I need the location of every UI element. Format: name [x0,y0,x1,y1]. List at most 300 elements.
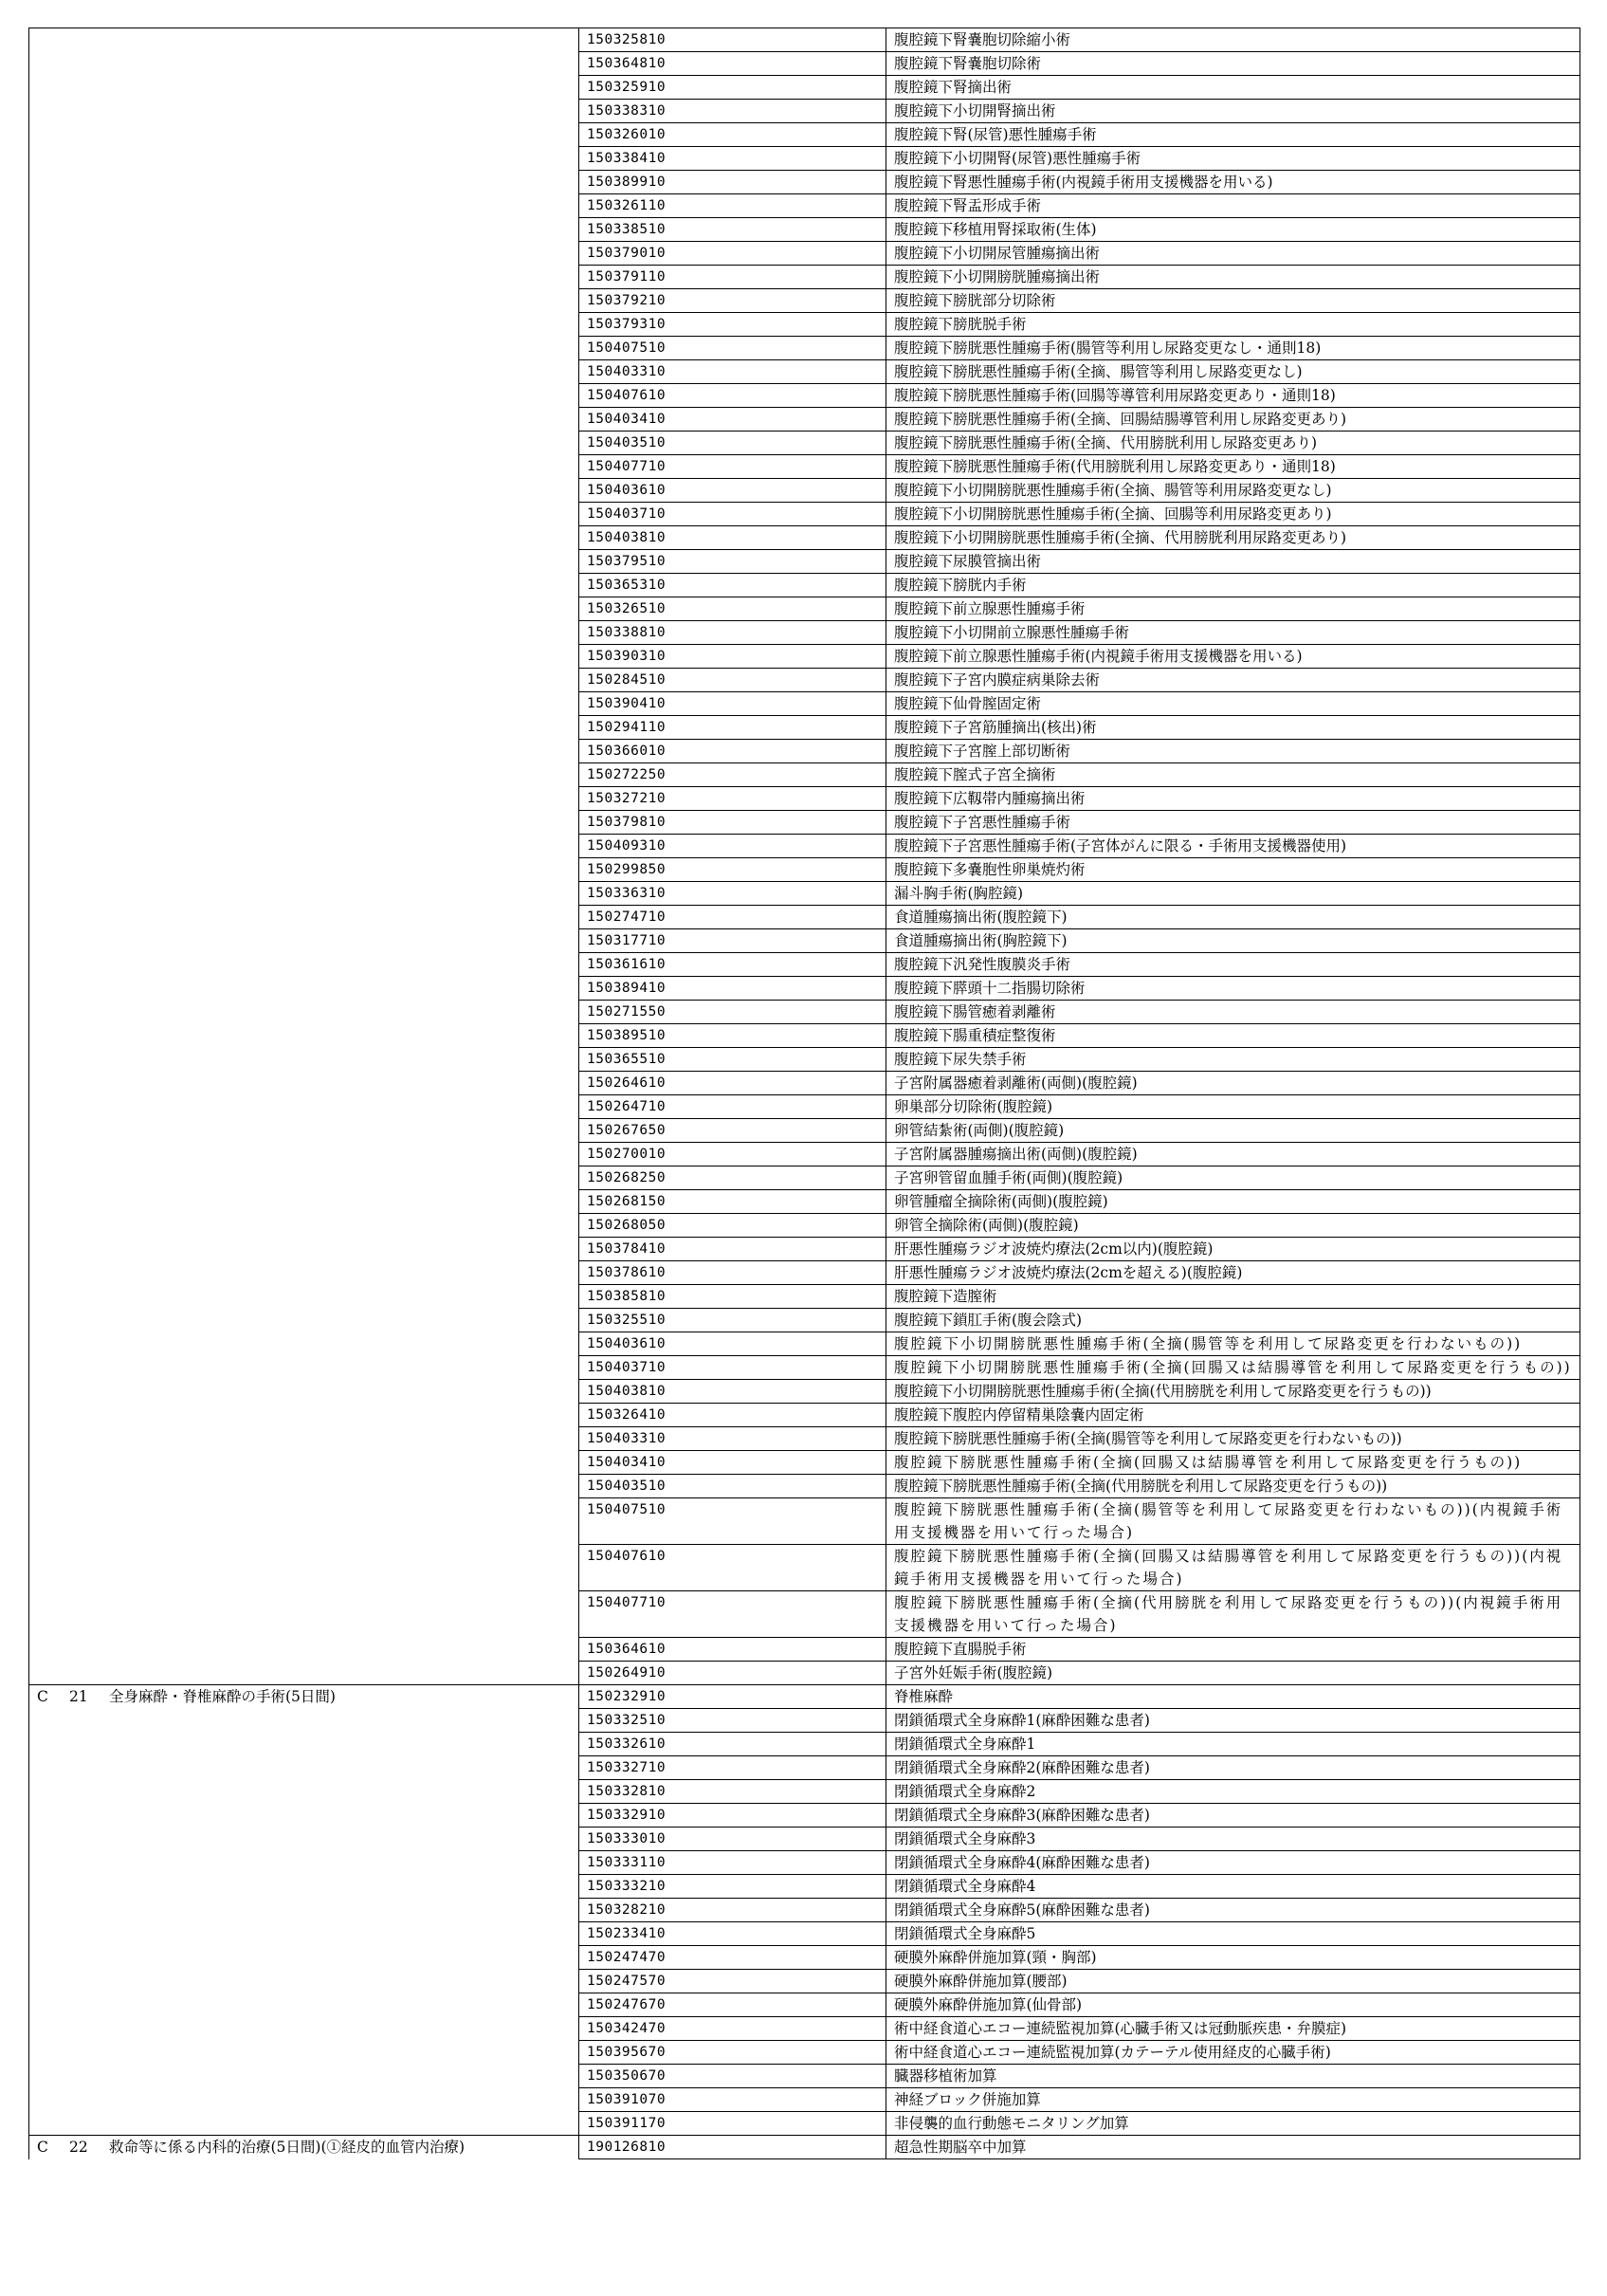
table-row [29,858,1580,882]
table-row [29,953,1580,977]
procedure-name: 腹腔鏡下腹腔内停留精巣陰嚢内固定術 [886,1404,1580,1427]
table-row [29,123,1580,147]
procedure-name: 食道腫瘍摘出術(腹腔鏡下) [886,906,1580,929]
category-cell [29,432,579,455]
table-row [29,432,1580,455]
procedure-name: 腹腔鏡下子宮悪性腫瘍手術(子宮体がんに限る・手術用支援機器使用) [886,835,1580,858]
category-cell [29,384,579,408]
procedure-code: 150407510 [579,1498,886,1545]
procedure-name: 硬膜外麻酔併施加算(仙骨部) [886,1993,1580,2017]
table-row [29,1475,1580,1498]
procedure-code: 150403310 [579,360,886,384]
procedure-code: 150267650 [579,1119,886,1143]
category-cell [29,811,579,835]
procedure-code: 150326410 [579,1404,886,1427]
procedure-name: 卵管腫瘤全摘除術(両側)(腹腔鏡) [886,1190,1580,1214]
procedure-code: 150407610 [579,384,886,408]
table-row [29,1404,1580,1427]
procedure-name: 腹腔鏡下膀胱悪性腫瘍手術(全摘(代用膀胱を利用して尿路変更を行うもの))(内視鏡手術用支援機器を用いて行った場合) [886,1591,1580,1638]
table-row [29,811,1580,835]
category-cell [29,123,579,147]
table-row [29,1851,1580,1875]
table-row [29,1166,1580,1190]
procedure-code: 150391070 [579,2088,886,2112]
procedure-name: 腹腔鏡下膀胱悪性腫瘍手術(全摘、回腸結腸導管利用し尿路変更あり) [886,408,1580,432]
procedure-name: 閉鎖循環式全身麻酔5 [886,1922,1580,1946]
procedure-code: 150270010 [579,1143,886,1166]
category-cell [29,1143,579,1166]
table-row [29,1545,1580,1591]
procedure-name: 腹腔鏡下腎摘出術 [886,76,1580,100]
category-cell [29,147,579,171]
category-cell [29,1427,579,1451]
category-cell [29,1993,579,2017]
procedure-code: 150409310 [579,835,886,858]
category-cell [29,526,579,550]
table-row [29,1119,1580,1143]
procedure-code: 150407710 [579,455,886,479]
procedure-name: 腹腔鏡下腎嚢胞切除縮小術 [886,28,1580,52]
category-cell [29,787,579,811]
category-cell [29,1591,579,1638]
procedure-name: 超急性期脳卒中加算 [886,2136,1580,2159]
category-cell [29,1545,579,1591]
table-row [29,360,1580,384]
procedure-name: 腹腔鏡下膣式子宮全摘術 [886,763,1580,787]
table-row [29,550,1580,574]
table-row [29,1380,1580,1404]
category-cell [29,1638,579,1662]
procedure-code-table-body [29,28,1580,2159]
category-cell [29,52,579,76]
procedure-code: 150403410 [579,408,886,432]
procedure-code: 150379210 [579,289,886,313]
table-row [29,1946,1580,1970]
procedure-code: 150403810 [579,1380,886,1404]
table-row [29,218,1580,242]
table-row [29,1048,1580,1072]
table-row [29,1709,1580,1733]
category-id: C [37,1688,48,1705]
procedure-name: 漏斗胸手術(胸腔鏡) [886,882,1580,906]
category-cell [29,76,579,100]
procedure-name: 非侵襲的血行動態モニタリング加算 [886,2112,1580,2136]
table-row [29,526,1580,550]
table-row [29,2112,1580,2136]
procedure-name: 術中経食道心エコー連続監視加算(カテーテル使用経皮的心臓手術) [886,2041,1580,2065]
category-cell [29,1285,579,1309]
procedure-code: 150274710 [579,906,886,929]
category-cell [29,1804,579,1828]
category-cell [29,2088,579,2112]
procedure-code: 150389910 [579,171,886,194]
procedure-name: 硬膜外麻酔併施加算(頸・胸部) [886,1946,1580,1970]
category-cell [29,645,579,669]
table-row [29,147,1580,171]
category-cell [29,1048,579,1072]
procedure-name: 卵巣部分切除術(腹腔鏡) [886,1095,1580,1119]
category-cell [29,1922,579,1946]
procedure-code: 150365310 [579,574,886,597]
table-row [29,76,1580,100]
procedure-name: 腹腔鏡下膀胱悪性腫瘍手術(全摘(代用膀胱を利用して尿路変更を行うもの)) [886,1475,1580,1498]
procedure-code: 150247470 [579,1946,886,1970]
table-row [29,1190,1580,1214]
procedure-code: 150361610 [579,953,886,977]
procedure-name: 腹腔鏡下尿膜管摘出術 [886,550,1580,574]
category-cell [29,906,579,929]
procedure-code: 150338810 [579,621,886,645]
procedure-code: 150379110 [579,266,886,289]
procedure-name: 閉鎖循環式全身麻酔2 [886,1780,1580,1804]
procedure-code: 150326110 [579,194,886,218]
procedure-code: 150268050 [579,1214,886,1238]
table-row [29,313,1580,337]
procedure-name: 卵管全摘除術(両側)(腹腔鏡) [886,1214,1580,1238]
table-row [29,479,1580,503]
procedure-name: 硬膜外麻酔併施加算(腰部) [886,1970,1580,1993]
procedure-code: 150395670 [579,2041,886,2065]
table-row [29,100,1580,123]
category-cell [29,716,579,740]
category-number: 21 [69,1688,88,1705]
table-row [29,1427,1580,1451]
procedure-name: 腹腔鏡下仙骨膣固定術 [886,692,1580,716]
category-cell [29,1356,579,1380]
table-row [29,1828,1580,1851]
procedure-code: 150332510 [579,1709,886,1733]
procedure-code: 190126810 [579,2136,886,2159]
procedure-code: 150391170 [579,2112,886,2136]
procedure-code: 150379310 [579,313,886,337]
procedure-name: 腹腔鏡下膀胱悪性腫瘍手術(全摘、腸管等利用し尿路変更なし) [886,360,1580,384]
category-cell [29,1451,579,1475]
table-row [29,242,1580,266]
category-cell [29,2112,579,2136]
procedure-code: 150326010 [579,123,886,147]
procedure-code: 150403710 [579,1356,886,1380]
procedure-code: 150271550 [579,1001,886,1024]
category-cell [29,479,579,503]
procedure-code: 150403410 [579,1451,886,1475]
procedure-name: 閉鎖循環式全身麻酔1(麻酔困難な患者) [886,1709,1580,1733]
procedure-code: 150342470 [579,2017,886,2041]
category-cell [29,242,579,266]
category-cell [29,1709,579,1733]
procedure-name: 腹腔鏡下子宮膣上部切断術 [886,740,1580,763]
procedure-name: 腹腔鏡下多嚢胞性卵巣焼灼術 [886,858,1580,882]
table-row [29,2041,1580,2065]
category-cell [29,2041,579,2065]
table-row [29,1993,1580,2017]
procedure-code: 150264910 [579,1662,886,1685]
category-id: C [37,2139,48,2156]
procedure-name: 腹腔鏡下小切開前立腺悪性腫瘍手術 [886,621,1580,645]
table-row [29,1498,1580,1545]
procedure-code: 150326510 [579,597,886,621]
procedure-name: 腹腔鏡下小切開腎摘出術 [886,100,1580,123]
procedure-name: 腹腔鏡下子宮筋腫摘出(核出)術 [886,716,1580,740]
table-row [29,503,1580,526]
category-cell [29,266,579,289]
table-row [29,1804,1580,1828]
table-row [29,171,1580,194]
procedure-name: 腹腔鏡下膀胱悪性腫瘍手術(全摘(腸管等を利用して尿路変更を行わないもの)) [886,1427,1580,1451]
procedure-code: 150379810 [579,811,886,835]
procedure-name: 腹腔鏡下膀胱脱手術 [886,313,1580,337]
category-cell [29,1946,579,1970]
table-row [29,1922,1580,1946]
table-row [29,1970,1580,1993]
procedure-code: 150268150 [579,1190,886,1214]
table-row [29,1214,1580,1238]
procedure-code: 150407510 [579,337,886,360]
procedure-code: 150332910 [579,1804,886,1828]
table-row [29,645,1580,669]
procedure-code: 150364810 [579,52,886,76]
category-cell [29,929,579,953]
procedure-code: 150350670 [579,2065,886,2088]
procedure-code: 150232910 [579,1685,886,1709]
procedure-name: 腹腔鏡下直腸脱手術 [886,1638,1580,1662]
table-row [29,906,1580,929]
procedure-code: 150385810 [579,1285,886,1309]
procedure-name: 腹腔鏡下膀胱悪性腫瘍手術(全摘(回腸又は結腸導管を利用して尿路変更を行うもの))(内視鏡手術用支援機器を用いて行った場合) [886,1545,1580,1591]
category-label: 全身麻酔・脊椎麻酔の手術(5日間) [109,1688,336,1705]
procedure-code: 150299850 [579,858,886,882]
procedure-code: 150247670 [579,1993,886,2017]
procedure-code: 150338410 [579,147,886,171]
procedure-code: 150379010 [579,242,886,266]
category-cell [29,2136,579,2159]
category-cell [29,337,579,360]
category-cell [29,1498,579,1545]
procedure-code: 150389410 [579,977,886,1001]
table-row [29,2088,1580,2112]
table-row [29,289,1580,313]
procedure-code: 150332710 [579,1756,886,1780]
procedure-code: 150325510 [579,1309,886,1332]
table-row [29,1238,1580,1261]
procedure-name: 腹腔鏡下小切開膀胱悪性腫瘍手術(全摘(代用膀胱を利用して尿路変更を行うもの)) [886,1380,1580,1404]
procedure-code: 150403710 [579,503,886,526]
procedure-name: 閉鎖循環式全身麻酔1 [886,1733,1580,1756]
category-cell [29,194,579,218]
table-row [29,2065,1580,2088]
table-row [29,929,1580,953]
category-cell [29,503,579,526]
procedure-name: 子宮附属器腫瘍摘出術(両側)(腹腔鏡) [886,1143,1580,1166]
table-row [29,2017,1580,2041]
procedure-code: 150366010 [579,740,886,763]
category-label: 救命等に係る内科的治療(5日間)(①経皮的血管内治療) [109,2139,466,2156]
table-row [29,1780,1580,1804]
category-cell [29,1899,579,1922]
procedure-code: 150403610 [579,479,886,503]
procedure-name: 閉鎖循環式全身麻酔5(麻酔困難な患者) [886,1899,1580,1922]
table-row [29,1451,1580,1475]
procedure-code: 150338510 [579,218,886,242]
procedure-name: 腹腔鏡下膀胱悪性腫瘍手術(全摘(腸管等を利用して尿路変更を行わないもの))(内視鏡手術用支援機器を用いて行った場合) [886,1498,1580,1545]
procedure-code: 150390310 [579,645,886,669]
category-cell [29,289,579,313]
category-cell [29,1001,579,1024]
procedure-code: 150379510 [579,550,886,574]
procedure-name: 肝悪性腫瘍ラジオ波焼灼療法(2cm以内)(腹腔鏡) [886,1238,1580,1261]
category-cell [29,313,579,337]
category-cell [29,1166,579,1190]
procedure-name: 術中経食道心エコー連続監視加算(心臓手術又は冠動脈疾患・弁膜症) [886,2017,1580,2041]
category-cell [29,1851,579,1875]
procedure-name: 肝悪性腫瘍ラジオ波焼灼療法(2cmを超える)(腹腔鏡) [886,1261,1580,1285]
category-cell [29,953,579,977]
procedure-name: 閉鎖循環式全身麻酔3 [886,1828,1580,1851]
procedure-code: 150268250 [579,1166,886,1190]
procedure-name: 腹腔鏡下小切開膀胱悪性腫瘍手術(全摘、代用膀胱利用尿路変更あり) [886,526,1580,550]
procedure-code: 150332810 [579,1780,886,1804]
procedure-name: 腹腔鏡下鎖肛手術(腹会陰式) [886,1309,1580,1332]
category-cell [29,2017,579,2041]
table-row [29,1332,1580,1356]
category-cell [29,574,579,597]
category-cell [29,1780,579,1804]
category-cell [29,1380,579,1404]
procedure-code: 150403310 [579,1427,886,1451]
table-row [29,2136,1580,2159]
procedure-name: 腹腔鏡下腎悪性腫瘍手術(内視鏡手術用支援機器を用いる) [886,171,1580,194]
procedure-name: 腹腔鏡下小切開腎(尿管)悪性腫瘍手術 [886,147,1580,171]
table-row [29,763,1580,787]
category-cell [29,669,579,692]
procedure-name: 閉鎖循環式全身麻酔4(麻酔困難な患者) [886,1851,1580,1875]
procedure-code: 150328210 [579,1899,886,1922]
procedure-name: 腹腔鏡下膀胱悪性腫瘍手術(全摘(回腸又は結腸導管を利用して尿路変更を行うもの)) [886,1451,1580,1475]
category-cell [29,1119,579,1143]
table-row [29,740,1580,763]
procedure-code: 150272250 [579,763,886,787]
category-cell [29,550,579,574]
procedure-name: 卵管結紮術(両側)(腹腔鏡) [886,1119,1580,1143]
procedure-code: 150333110 [579,1851,886,1875]
table-row [29,1001,1580,1024]
category-cell [29,1072,579,1095]
procedure-code: 150333010 [579,1828,886,1851]
procedure-code: 150233410 [579,1922,886,1946]
table-row [29,1024,1580,1048]
category-cell [29,858,579,882]
category-cell [29,1214,579,1238]
category-cell [29,1024,579,1048]
procedure-code: 150403510 [579,432,886,455]
procedure-name: 腹腔鏡下腎盂形成手術 [886,194,1580,218]
procedure-code: 150325810 [579,28,886,52]
procedure-code: 150338310 [579,100,886,123]
category-cell [29,692,579,716]
table-row [29,1733,1580,1756]
category-cell [29,835,579,858]
procedure-name: 腹腔鏡下汎発性腹膜炎手術 [886,953,1580,977]
procedure-name: 腹腔鏡下前立腺悪性腫瘍手術 [886,597,1580,621]
procedure-name: 腹腔鏡下尿失禁手術 [886,1048,1580,1072]
procedure-name: 腹腔鏡下膀胱悪性腫瘍手術(腸管等利用し尿路変更なし・通則18) [886,337,1580,360]
procedure-name: 腹腔鏡下腸重積症整復術 [886,1024,1580,1048]
category-cell [29,360,579,384]
procedure-code: 150378410 [579,1238,886,1261]
procedure-name: 腹腔鏡下子宮悪性腫瘍手術 [886,811,1580,835]
procedure-name: 腹腔鏡下前立腺悪性腫瘍手術(内視鏡手術用支援機器を用いる) [886,645,1580,669]
table-row [29,621,1580,645]
category-cell [29,621,579,645]
table-row [29,1591,1580,1638]
procedure-code: 150333210 [579,1875,886,1899]
category-cell [29,28,579,52]
procedure-name: 腹腔鏡下腸管癒着剥離術 [886,1001,1580,1024]
procedure-code: 150403510 [579,1475,886,1498]
table-row [29,977,1580,1001]
category-cell [29,1309,579,1332]
procedure-name: 脊椎麻酔 [886,1685,1580,1709]
procedure-name: 腹腔鏡下膀胱内手術 [886,574,1580,597]
procedure-name: 子宮卵管留血腫手術(両側)(腹腔鏡) [886,1166,1580,1190]
table-row [29,384,1580,408]
procedure-name: 腹腔鏡下小切開尿管腫瘍摘出術 [886,242,1580,266]
category-cell [29,1404,579,1427]
table-row [29,692,1580,716]
procedure-name: 腹腔鏡下膀胱悪性腫瘍手術(全摘、代用膀胱利用し尿路変更あり) [886,432,1580,455]
table-row [29,574,1580,597]
category-number: 22 [69,2139,88,2156]
procedure-code: 150389510 [579,1024,886,1048]
table-row [29,835,1580,858]
category-cell [29,1662,579,1685]
procedure-code: 150403810 [579,526,886,550]
procedure-code: 150336310 [579,882,886,906]
category-cell [29,1970,579,1993]
procedure-code: 150327210 [579,787,886,811]
table-row [29,1899,1580,1922]
procedure-code: 150294110 [579,716,886,740]
procedure-name: 腹腔鏡下小切開膀胱腫瘍摘出術 [886,266,1580,289]
category-cell [29,408,579,432]
procedure-name: 子宮外妊娠手術(腹腔鏡) [886,1662,1580,1685]
procedure-name: 臓器移植術加算 [886,2065,1580,2088]
procedure-code: 150378610 [579,1261,886,1285]
table-row [29,1072,1580,1095]
category-cell [29,1475,579,1498]
category-cell [29,1332,579,1356]
procedure-name: 腹腔鏡下膀胱悪性腫瘍手術(回腸等導管利用尿路変更あり・通則18) [886,384,1580,408]
category-cell [29,977,579,1001]
table-row [29,52,1580,76]
procedure-code: 150325910 [579,76,886,100]
procedure-code: 150364610 [579,1638,886,1662]
procedure-name: 腹腔鏡下腎嚢胞切除術 [886,52,1580,76]
procedure-name: 腹腔鏡下小切開膀胱悪性腫瘍手術(全摘(回腸又は結腸導管を利用して尿路変更を行うもの)) [886,1356,1580,1380]
procedure-name: 腹腔鏡下造膣術 [886,1285,1580,1309]
procedure-code: 150264610 [579,1072,886,1095]
category-cell [29,100,579,123]
procedure-name: 腹腔鏡下膵頭十二指腸切除術 [886,977,1580,1001]
procedure-name: 腹腔鏡下子宮内膜症病巣除去術 [886,669,1580,692]
table-row [29,455,1580,479]
table-row [29,194,1580,218]
table-row [29,1095,1580,1119]
procedure-name: 腹腔鏡下膀胱部分切除術 [886,289,1580,313]
category-cell [29,1685,579,1709]
table-row [29,1875,1580,1899]
table-row [29,669,1580,692]
table-row [29,716,1580,740]
